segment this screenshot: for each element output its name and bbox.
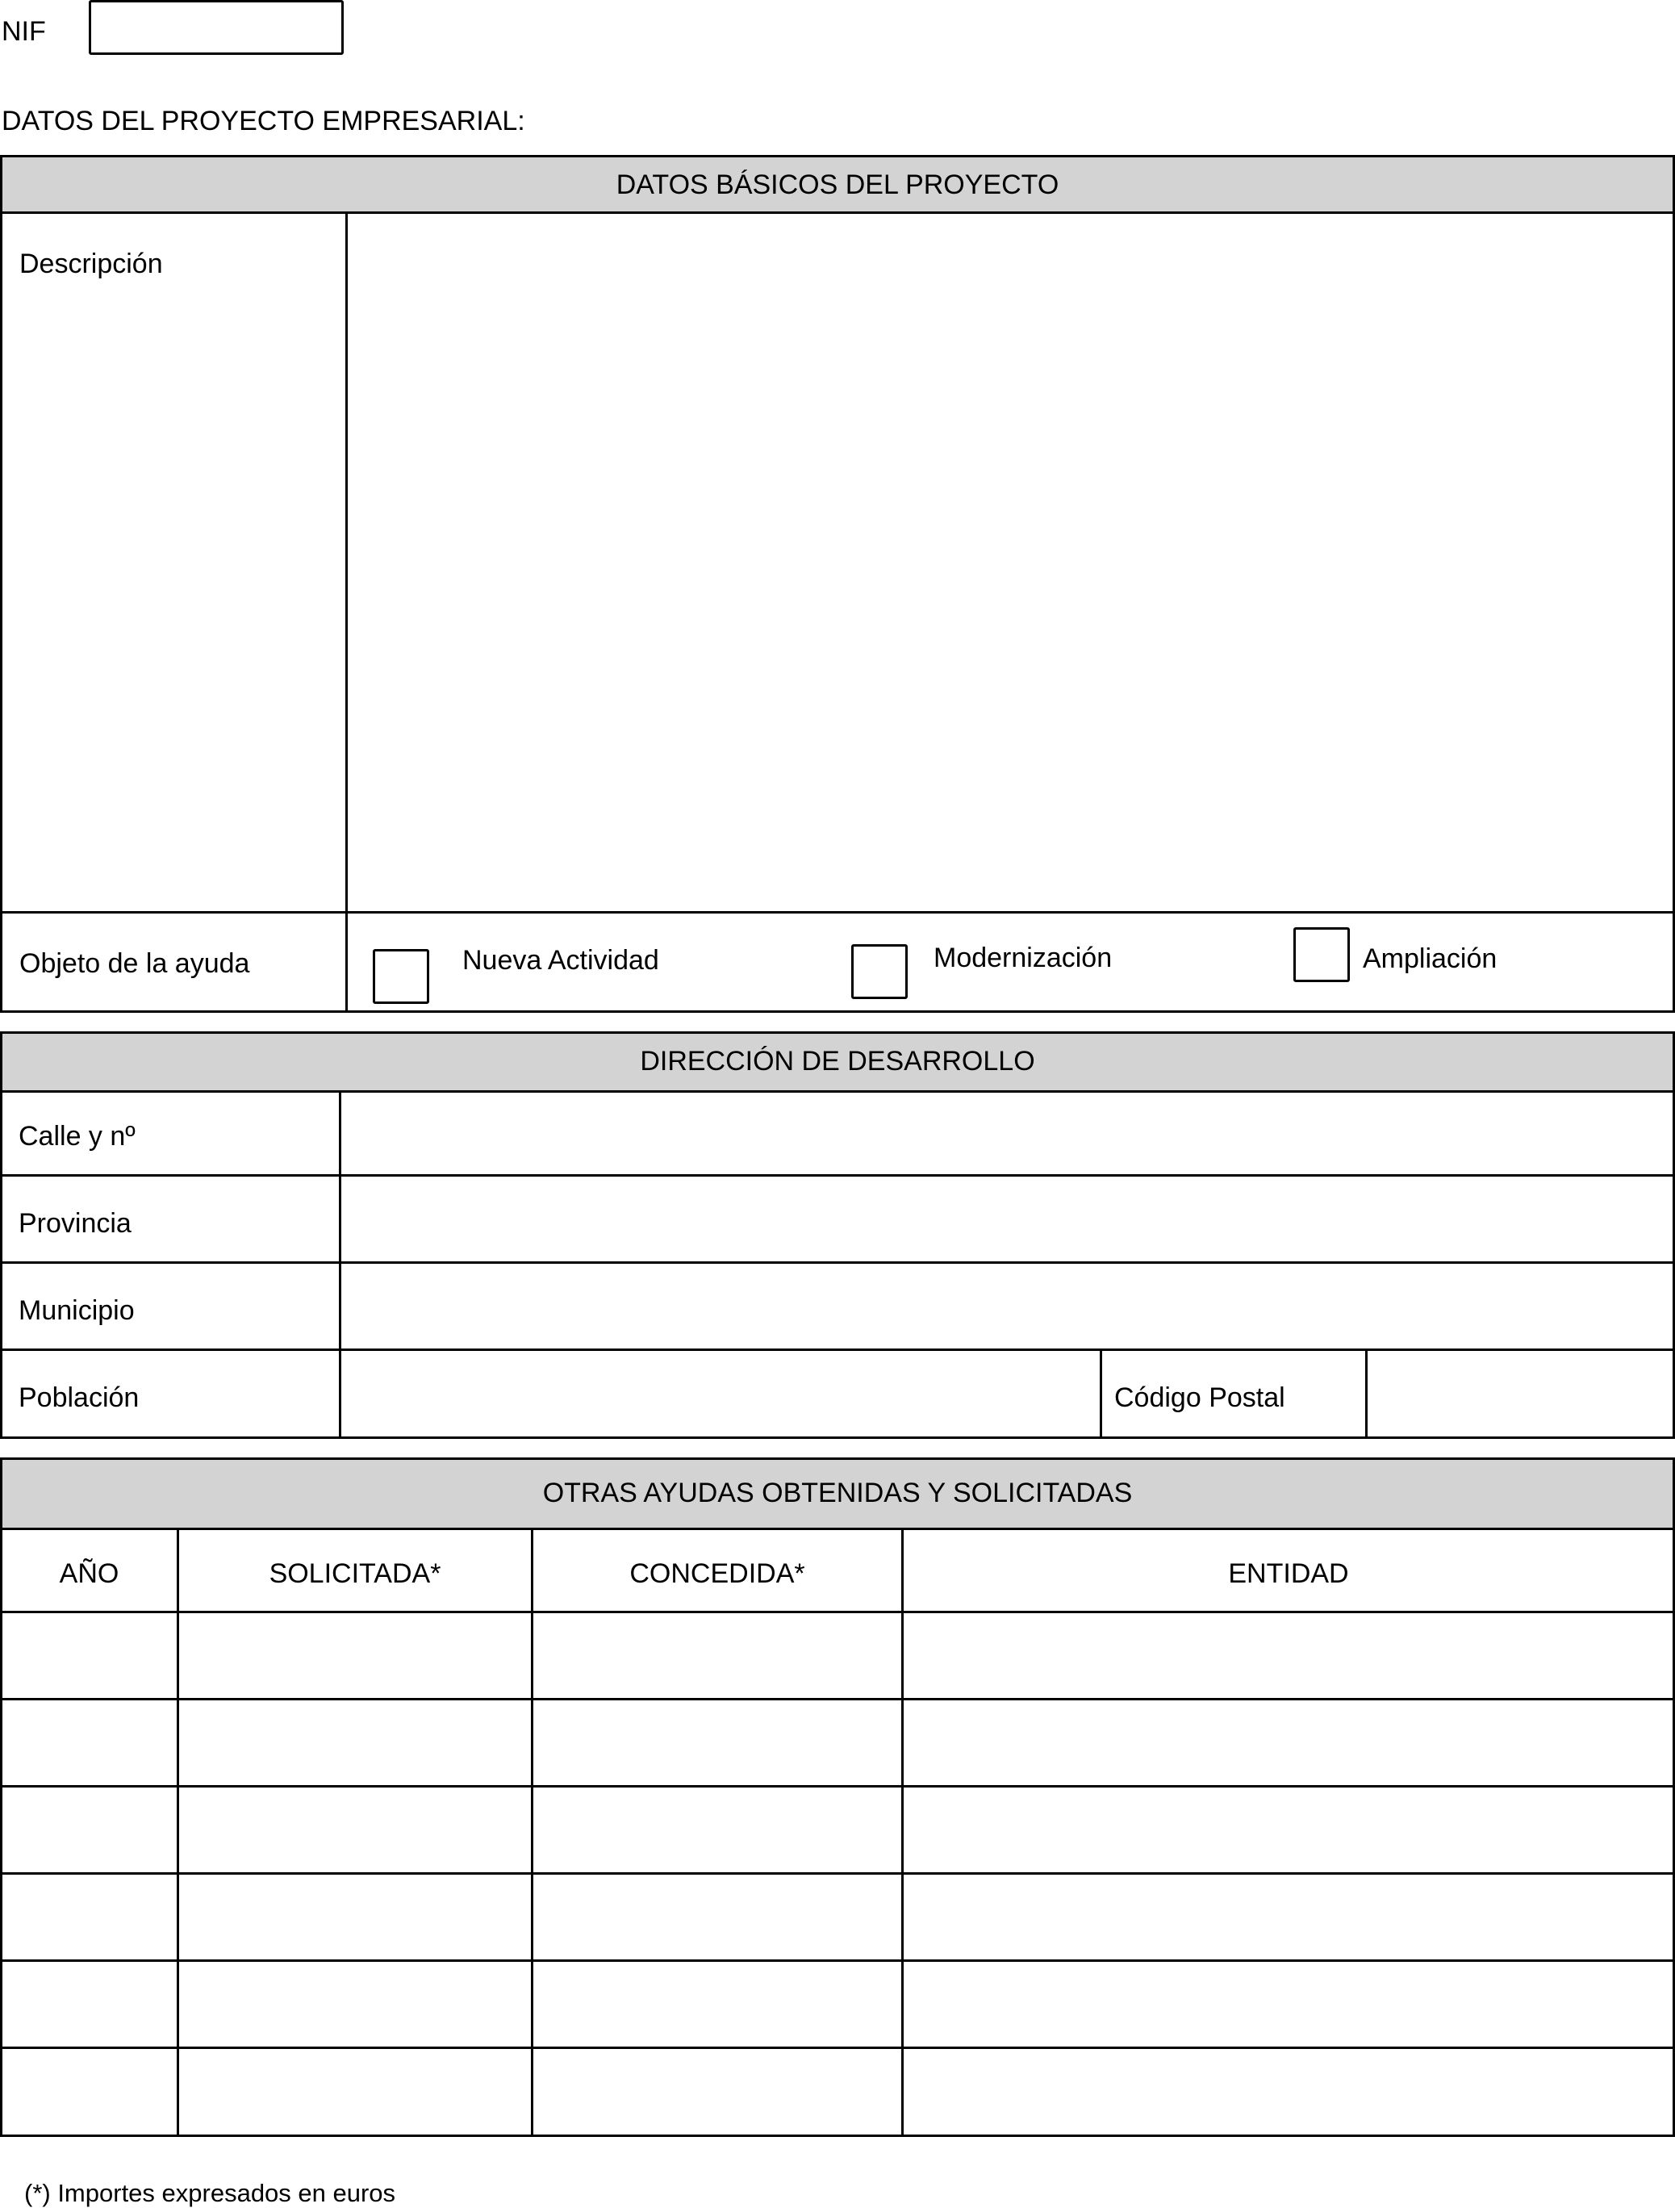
nif-input[interactable] [89, 0, 344, 55]
ampliacion-label: Ampliación [1363, 943, 1497, 974]
column-header-concedida: CONCEDIDA* [629, 1558, 805, 1589]
table-cell[interactable] [533, 1875, 901, 1959]
table-cell[interactable] [904, 1875, 1672, 1959]
table-cell[interactable] [904, 1788, 1672, 1872]
table-cell[interactable] [904, 1963, 1672, 2047]
nueva-actividad-checkbox[interactable] [373, 949, 429, 1004]
divider [339, 1090, 341, 1437]
table-cell[interactable] [179, 1875, 531, 1959]
table-cell[interactable] [904, 1614, 1672, 1698]
section-title: DATOS DEL PROYECTO EMPRESARIAL: [2, 106, 525, 136]
poblacion-field[interactable] [342, 1352, 1097, 1436]
modernizacion-label: Modernización [934, 943, 1113, 973]
table-cell[interactable] [2, 1963, 177, 2047]
footnote: (*) Importes expresados en euros [24, 2179, 396, 2207]
objeto-label: Objeto de la ayuda [19, 948, 250, 979]
divider [0, 1698, 1675, 1700]
ampliacion-checkbox[interactable] [1293, 927, 1350, 982]
table-cell[interactable] [533, 1701, 901, 1785]
poblacion-label: Población [19, 1382, 140, 1413]
table-cell[interactable] [2, 1701, 177, 1785]
description-label: Descripción [19, 249, 163, 279]
divider [0, 1959, 1675, 1962]
divider [1365, 1349, 1368, 1437]
address-header: DIRECCIÓN DE DESARROLLO [640, 1046, 1035, 1077]
table-cell[interactable] [533, 1963, 901, 2047]
divider [0, 1872, 1675, 1875]
table-cell[interactable] [533, 1614, 901, 1698]
table-cell[interactable] [2, 1788, 177, 1872]
nif-label: NIF [2, 16, 46, 47]
municipio-field[interactable] [342, 1265, 1670, 1347]
divider [0, 1349, 1675, 1351]
table-cell[interactable] [2, 2050, 177, 2134]
table-cell[interactable] [2, 1614, 177, 1698]
table-cell[interactable] [179, 1788, 531, 1872]
table-cell[interactable] [533, 2050, 901, 2134]
table-cell[interactable] [179, 2050, 531, 2134]
divider [0, 1611, 1675, 1613]
divider [0, 1261, 1675, 1264]
divider [0, 1785, 1675, 1788]
description-field[interactable] [349, 215, 1670, 909]
divider [0, 2047, 1675, 2049]
modernizacion-checkbox[interactable] [851, 944, 908, 999]
provincia-field[interactable] [342, 1177, 1670, 1260]
column-header-ano: AÑO [59, 1558, 119, 1589]
calle-label: Calle y nº [19, 1121, 136, 1152]
divider [345, 211, 348, 1012]
table-cell[interactable] [179, 1963, 531, 2047]
basic-header: DATOS BÁSICOS DEL PROYECTO [616, 169, 1059, 200]
divider [1100, 1349, 1102, 1437]
table-cell[interactable] [179, 1614, 531, 1698]
table-cell[interactable] [533, 1788, 901, 1872]
municipio-label: Municipio [19, 1295, 135, 1326]
divider [0, 911, 1675, 914]
divider [0, 211, 1675, 214]
cp-field[interactable] [1368, 1352, 1670, 1436]
table-cell[interactable] [179, 1701, 531, 1785]
nueva-actividad-label: Nueva Actividad [462, 945, 659, 976]
table-cell[interactable] [904, 1701, 1672, 1785]
cp-label: Código Postal [1114, 1382, 1285, 1413]
table-cell[interactable] [904, 2050, 1672, 2134]
table-cell[interactable] [2, 1875, 177, 1959]
column-header-solicitada: SOLICITADA* [269, 1558, 441, 1589]
divider [0, 1528, 1675, 1530]
column-header-entidad: ENTIDAD [1228, 1558, 1349, 1589]
aids-header: OTRAS AYUDAS OBTENIDAS Y SOLICITADAS [542, 1478, 1133, 1508]
divider [0, 1174, 1675, 1177]
divider [0, 1090, 1675, 1093]
calle-field[interactable] [342, 1093, 1670, 1173]
provincia-label: Provincia [19, 1208, 132, 1239]
